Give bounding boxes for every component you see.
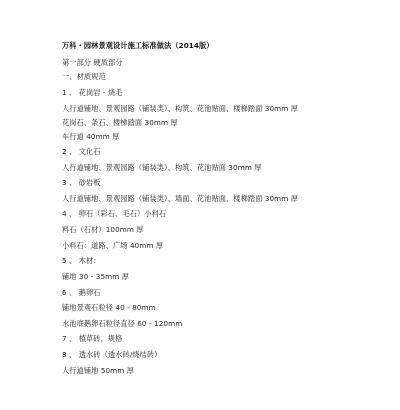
section-heading: 第一部分 硬质部分 (62, 58, 123, 67)
item-text: 车行道 40mm 厚 (62, 132, 120, 141)
item-text: 人行道铺地、景观园路（铺装类）、构筑、花池贴面、楼梯踏面 30mm 厚 (62, 104, 299, 113)
item-heading: 3 、 砂岩板 (62, 178, 101, 187)
item-text: 小料石：道路、广场 40mm 厚 (62, 241, 164, 250)
item-text: 水池底鹅卵石粒径直径 60 - 120mm (62, 319, 183, 328)
item-text: 料石（石材）100mm 厚 (62, 225, 144, 234)
item-text: 人行道铺地、景观园路（铺装类）、构筑、花池贴面 30mm 厚 (62, 163, 262, 172)
item-heading: 2 、 文化石 (62, 147, 101, 156)
item-heading: 8 、 透水砖（透水砖/烧结砖） (62, 350, 162, 359)
item-text: 铺地景观石粒径 40 - 80mm (62, 303, 156, 312)
item-heading: 4 、 卵石（彩石、毛石）小料石 (62, 209, 167, 218)
item-text: 铺地 30 - 35mm 厚 (62, 272, 129, 281)
item-text: 人行道铺地 50mm 厚 (62, 366, 135, 375)
item-heading: 1 、 花岗岩 - 烧毛 (62, 88, 123, 97)
document-title: 万科・园林景观设计施工标准做法（2014版） (62, 41, 214, 50)
item-text: 人行道铺地、景观园路（铺装类）、墙面、花池贴面、楼梯踏面 30mm 厚 (62, 194, 299, 203)
item-heading: 7 、 植草砖，规格 (62, 334, 123, 343)
item-text: 花岗石、条石、楼梯踏面 30mm 厚 (62, 118, 178, 127)
subsection-heading: 一、材质规范 (62, 72, 106, 81)
item-heading: 6 、 鹅卵石 (62, 288, 101, 297)
item-heading: 5 、 木材： (62, 256, 101, 265)
